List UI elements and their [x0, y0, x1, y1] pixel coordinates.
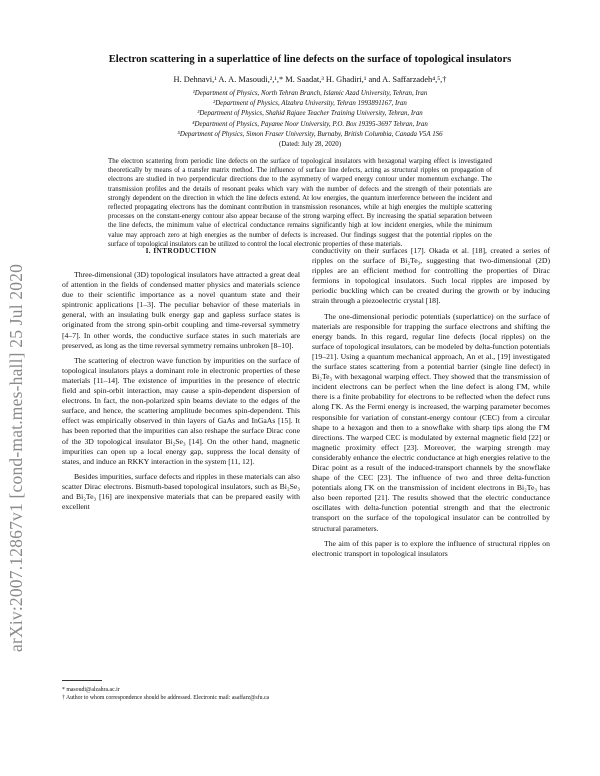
affiliation-4: ⁴Department of Physics, Payame Noor University, P.O. Box 19395-3697 Tehran, Iran	[192, 120, 428, 128]
paragraph: Three-dimensional (3D) topological insulators have attracted a great deal of attention in the fields of condensed matter physics and materials science due to their scientific importance as a novel quantum state and their spintronic applications [1–3]. The peculiar behavior of these materials in general, with an insulating bulk energy gap and gapless surface states is originated from the strong spin-orbit coupling and time-reversal symmetry [4–7]. In other words, the conductive surface states in such materials are preserved, as long as the time reversal symmetry remains unbroken [8–10].	[62, 270, 300, 350]
affiliation-5: ⁵Department of Physics, Simon Fraser University, Burnaby, British Columbia, Canada V5A 1S6	[177, 130, 443, 138]
right-column	[312, 246, 550, 564]
arxiv-identifier[interactable]: arXiv:2007.12867v1 [cond-mat.mes-hall] 25 Jul 2020	[6, 263, 26, 652]
paragraph: The one-dimensional periodic potentials (superlattice) on the surface of materials are responsible for trapping the surface electrons and shifting the energy bands. In this regard, regular line defects (local ripples) on the surface of topological insulators, can be modeled by delta-function potentials [19–21]. Using a quantum mechanical approach, An et al., [19] investigated the surface states scattering from a potential barrier (single line defect) in Bi₂Te₃ with hexagonal warping effect. They showed that the transmission of incident electrons can be perfect when the line defect is along ΓM, while there is a finite probability for electrons to be reflected when the defect runs along ΓK. As the Fermi energy is increased, the warping parameter becomes responsible for variation of constant-energy contour (CEC) from a circular shape to a hexagon and then to a snowflake with sharp tips along the ΓM directions. The warped CEC is modulated by external magnetic field [22] or magnetic proximity effect [23]. Moreover, the warping strength may considerably enhance the electric conductance at high energies relative to the Dirac point as a result of the induced-transport channels by the snowflake shape of the CEC [23]. The influence of two and three delta-function potentials along ΓK on the transmission of incident electrons in Bi₂Te₃ has also been reported [21]. The results showed that the electric conductance oscillates with delta-function potential strength and that the electronic transport on the surface of the topological insulator can be controlled by structural parameters.	[312, 311, 550, 533]
paragraph: The aim of this paper is to explore the influence of structural ripples on electronic transport in topological insulators	[312, 538, 550, 558]
left-column	[62, 270, 300, 517]
footnote-correspondence[interactable]: † Author to whom correspondence should be addressed. Electronic mail: asaffarz@sfu.ca	[62, 695, 270, 702]
affiliation-1: ¹Department of Physics, North Tehran Branch, Islamic Azad University, Tehran, Iran	[192, 90, 428, 97]
section-heading-introduction: I. INTRODUCTION	[145, 246, 217, 255]
paragraph: Besides impurities, surface defects and ripples in these materials can also scatter Dirac electrons. Bismuth-based topological insulators, such as Bi₂Se₃ and Bi₂Te₃ [16] are inexpensive materials that can be prepared easily with excellent	[62, 471, 300, 512]
footnote-rule	[62, 680, 102, 681]
dated-line: (Dated: July 28, 2020)	[278, 141, 341, 149]
affiliations	[60, 89, 560, 150]
abstract: The electron scattering from periodic line defects on the surface of topological insulators with hexagonal warping effect is investigated theoretically by means of a transfer matrix method. The influence of surface line defects, acting as structural ripples on propagation of electrons are studied in two perpendicular directions due to the asymmetry of warped energy contour under momentum exchange. The transmission profiles and the details of resonant peaks which vary with the number of defects and the strength of their potentials are strongly dependent on the direction in which the line defects extend. At low energies, the quantum interference between the incident and reflected propagating electrons has the dominant contribution in transmission resonances, while at high energies the multiple scattering processes on the constant-energy contour also appear because of the strong warping effect. By increasing the spatial separation between the line defects, the minimum value of electrical conductance remains significantly high at low incident energies, while the minimum value may approach zero at high energies as the number of defects is increased. Our findings suggest that the potential ripples on the surface of topological insulators can be utilized to control the local electronic properties of these materials.	[108, 158, 492, 248]
paper-title: Electron scattering in a superlattice of line defects on the surface of topological insulators	[108, 54, 512, 65]
paragraph: conductivity on their surfaces [17]. Okada et al. [18], created a series of ripples on the surface of Bi₂Te₃, suggesting that two-dimensional (2D) ripples are an efficient method for controlling the properties of Dirac fermions in topological insulators. Such local ripples are imposed by periodic buckling which can be created during the growth or by inducing strain through a piezoelectric crystal [18].	[312, 246, 550, 306]
footnotes	[62, 686, 300, 702]
author-list: H. Dehnavi,¹ A. A. Masoudi,²,¹,* M. Saadat,³ H. Ghadiri,¹ and A. Saffarzadeh⁴,⁵,†	[173, 75, 447, 84]
affiliation-3: ³Department of Physics, Shahid Rajaee Teacher Training University, Tehran, Iran	[197, 110, 423, 118]
paragraph: The scattering of electron wave function by impurities on the surface of topological insulators plays a dominant role in electronic properties of these materials [11–14]. The existence of impurities in the presence of electric field and spin-orbit interaction, may cause a spin-dependent dispersion of electrons. In fact, the non-polarized spin beams deviate to the edges of the surface, and hence, the scattering amplitude becomes spin-dependent. This effect was empirically observed in thin layers of GaAs and InGaAs [15]. It has been reported that the impurities can also reshape the surface Dirac cone of the 3D topological insulator Bi₂Se₃ [14]. On the other hand, magnetic impurities can open up a local energy gap, suppress the local density of states, and induce an RKKY interaction in the system [11, 12].	[62, 355, 300, 466]
footnote-email[interactable]: * masoudi@alzahra.ac.ir	[62, 687, 120, 693]
affiliation-2: ²Department of Physics, Alzahra University, Tehran 1993891167, Iran	[213, 100, 407, 108]
